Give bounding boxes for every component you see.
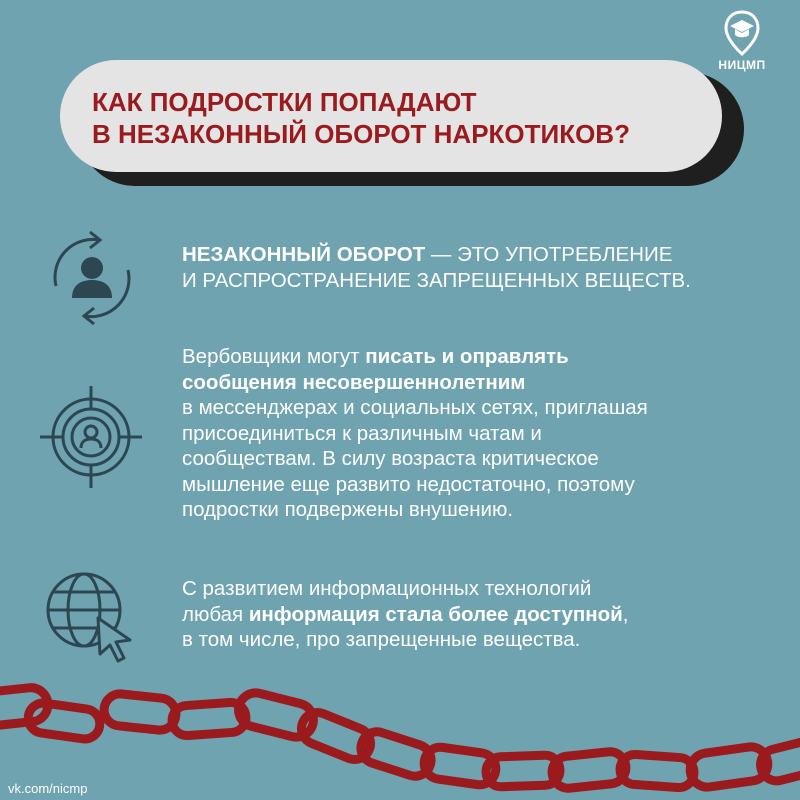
technology-line-2-plain: любая [182, 602, 249, 626]
recruiters-line-7: подростки подвержены внушению. [182, 498, 514, 521]
graduation-cap-pin-icon [724, 10, 760, 56]
definition-rest: — ЭТО УПОТРЕБЛЕНИЕ [425, 243, 673, 266]
title-line-2: В НЕЗАКОННЫЙ ОБОРОТ НАРКОТИКОВ? [92, 119, 630, 149]
user-cycle-icon [42, 224, 142, 334]
technology-line-3: в том числе, про запрещенные вещества. [182, 628, 581, 651]
globe-cursor-icon [38, 566, 138, 666]
recruiters-line-6: мышление еще развито недостаточно, поэтому [182, 472, 635, 496]
technology-block [182, 576, 782, 653]
definition-line-1 [182, 242, 782, 268]
technology-line-1: С развитием информационных технологий [182, 577, 592, 600]
recruiters-line-1-plain: Вербовщики могут [182, 345, 366, 368]
recruiters-line-5: сообществам. В силу возраста критическое [182, 447, 599, 470]
technology-line-2 [182, 602, 782, 628]
recruiters-line-1-bold: писать и оправлять [365, 345, 569, 368]
page-title [92, 86, 712, 150]
definition-line-2: И РАСПРОСТРАНЕНИЕ ЗАПРЕЩЕННЫХ ВЕЩЕСТВ. [182, 268, 691, 292]
definition-block [182, 242, 782, 293]
logo [702, 10, 782, 70]
footer-link[interactable]: vk.com/nicmp [8, 781, 88, 796]
technology-line-2-bold: информация стала более доступной [248, 602, 623, 626]
technology-line-2-end: , [622, 602, 629, 626]
target-user-icon [36, 382, 146, 492]
recruiters-block [182, 344, 782, 523]
recruiters-line-2-bold: сообщения несовершеннолетним [182, 370, 526, 394]
recruiters-line-4: присоединиться к различным чатам и [182, 421, 542, 445]
recruiters-line-1 [182, 344, 782, 370]
recruiters-line-2 [182, 370, 782, 396]
chain-decoration [0, 680, 800, 800]
logo-text: НИЦМП [718, 58, 766, 72]
recruiters-line-3: в мессенджерах и социальных сетях, приглашая [182, 396, 648, 419]
title-line-1: КАК ПОДРОСТКИ ПОПАДАЮТ [92, 87, 477, 117]
definition-bold: НЕЗАКОННЫЙ ОБОРОТ [182, 243, 426, 266]
